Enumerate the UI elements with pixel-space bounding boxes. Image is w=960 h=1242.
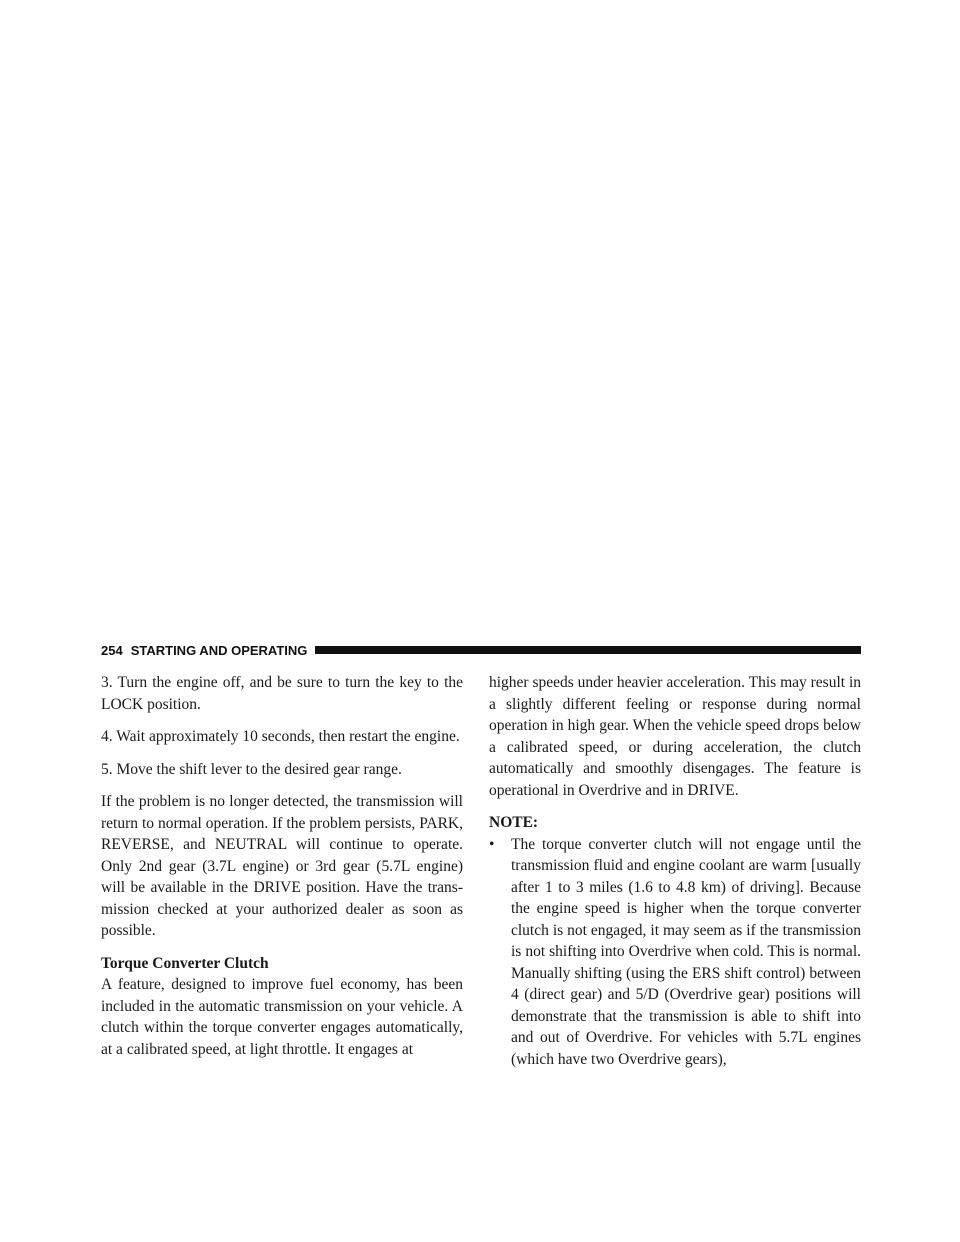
tcc-continuation: higher speeds under heavier acceleration. This may result in a slightly different feeling or response during normal operation in high gear. When the vehicle speed drops below a calibrated speed, or during acceleration, the clutch automatically and smoothly disengages. The feature is operational in Overdrive and in DRIVE. xyxy=(489,674,862,799)
left-column xyxy=(101,672,463,1071)
note-bullet-text: The torque converter clutch will not engage until the transmission fluid and engine coolant are warm [usually after 1 to 3 miles (1.6 to 4.8 km) of driving]. Because the engine speed is higher when the torque converter clutch is not engaged, it may seem as if the transmission is not shifting into Overdrive when cold. This is normal. Manually shifting (using the ERS shift control) between 4 (direct gear) and 5/D (Overdrive gear) positions will demonstrate that the transmission is able to shift into and out of Overdrive. For vehicles with 5.7L engines (which have two Overdrive gears), xyxy=(511,835,861,1068)
bullet-icon: • xyxy=(489,835,495,853)
tcc-heading: Torque Converter Clutch xyxy=(101,954,269,972)
step-3: 3. Turn the engine off, and be sure to turn the key to the LOCK position. xyxy=(101,674,463,713)
right-column xyxy=(489,672,861,1070)
header-rule xyxy=(315,646,861,654)
tcc-paragraph: A feature, designed to improve fuel economy, has been included in the automatic transmission on your vehicle. A clutch within the torque converter engages automatically, at a calibrated speed, at light throttle. It engages at xyxy=(101,976,463,1058)
page-header xyxy=(101,640,861,660)
step-5: 5. Move the shift lever to the desired gear range. xyxy=(101,760,402,778)
step-4: 4. Wait approximately 10 seconds, then restart the engine. xyxy=(101,728,460,745)
note-label: NOTE: xyxy=(489,814,539,831)
section-title: STARTING AND OPERATING xyxy=(130,642,308,658)
page-number: 254 xyxy=(101,642,123,658)
problem-paragraph: If the problem is no longer detected, the transmission will return to normal operation. If the problem persists, PARK, REVERSE, and NEUTRAL will continue to operate. Only 2nd gear (3.7L engine) or 3rd gear (5.7L engine) will be available in the DRIVE position. Have the transmission checked at your authorized dealer as soon as possible. xyxy=(101,793,463,939)
note-bullet-item xyxy=(489,834,861,1071)
